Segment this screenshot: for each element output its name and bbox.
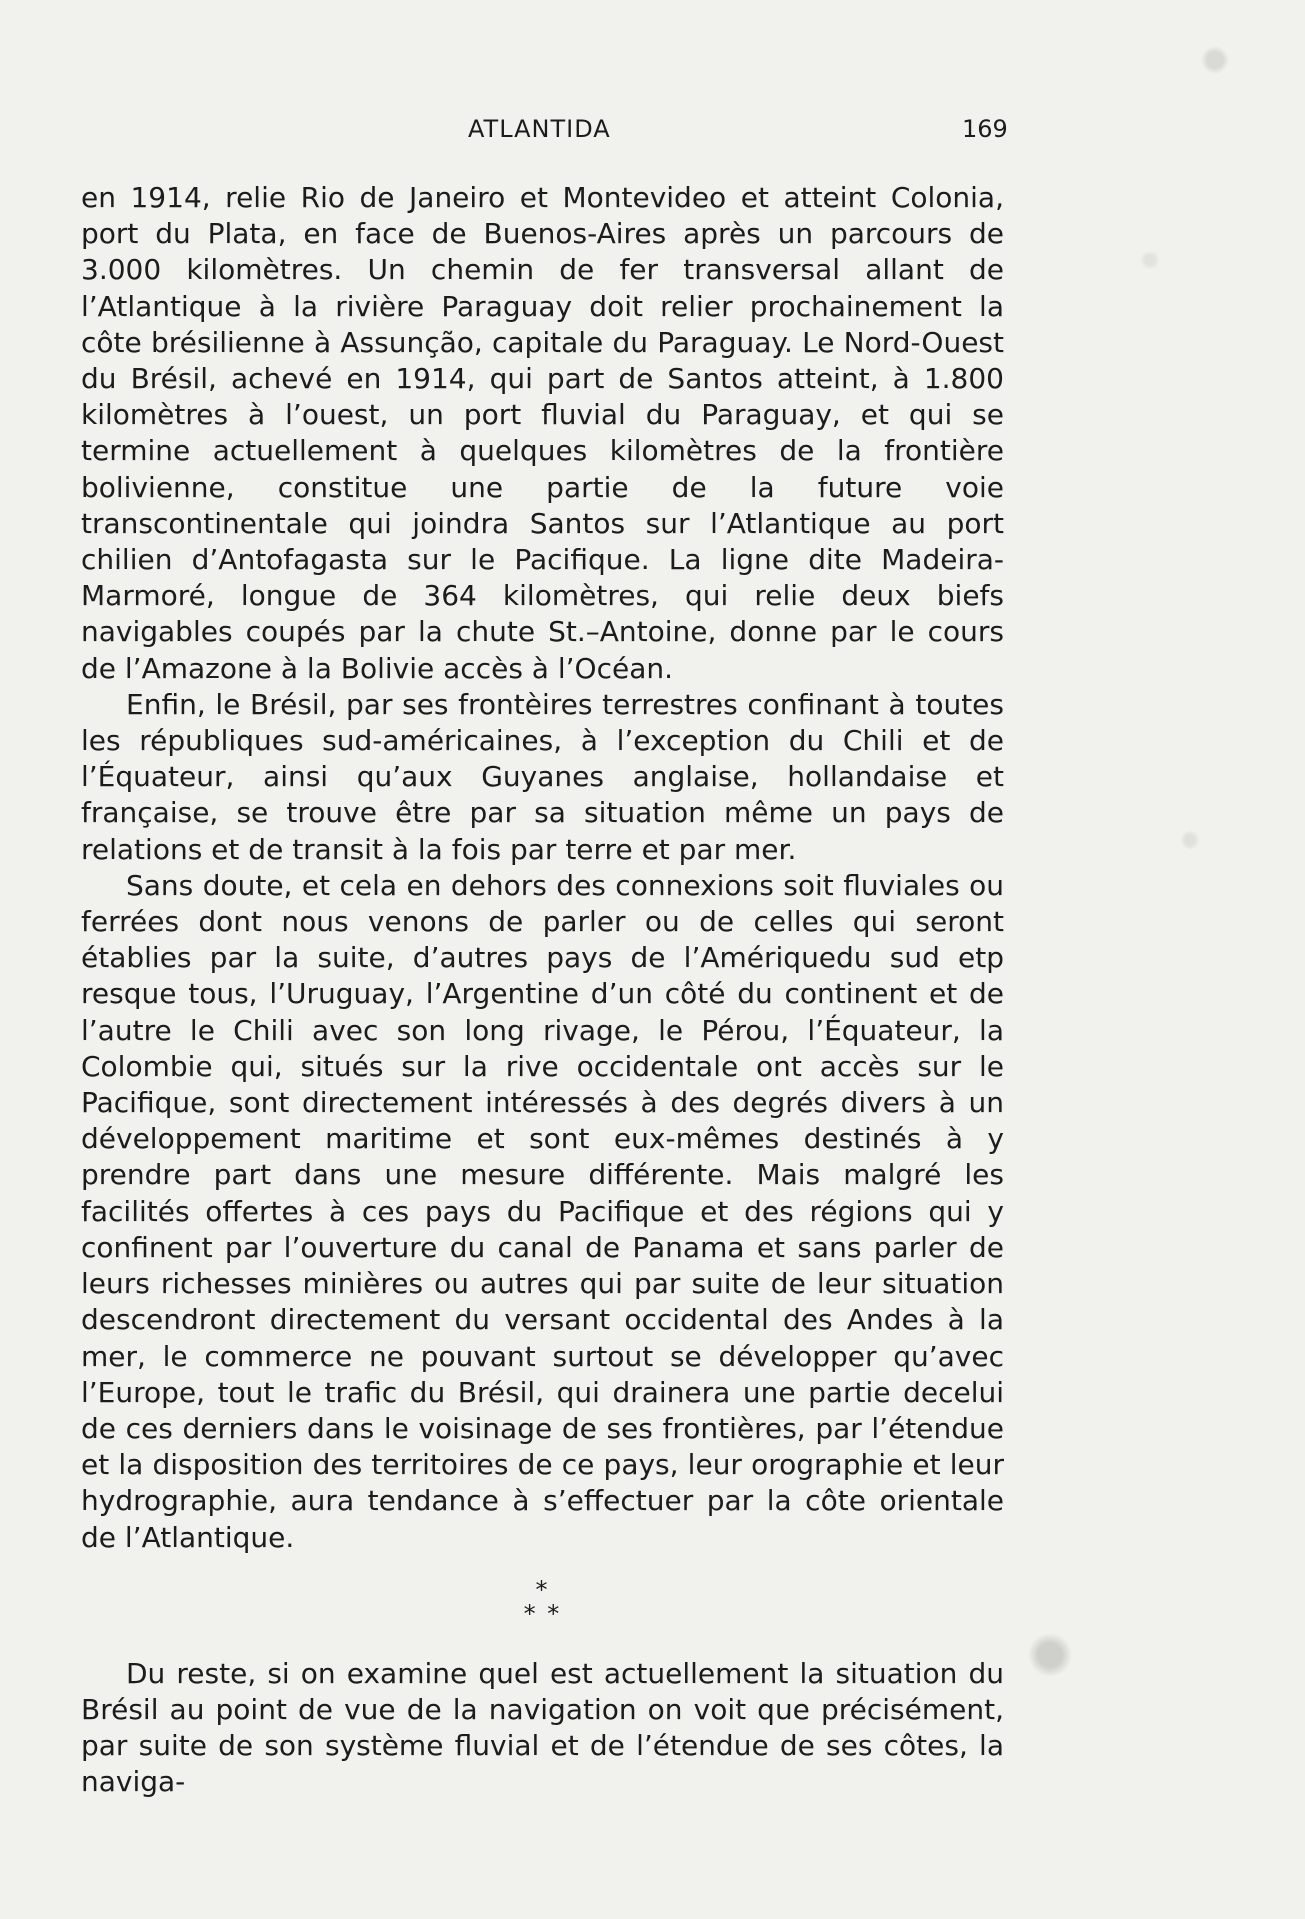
running-title: ATLANTIDA [468,115,611,143]
body-text [81,180,1004,1801]
paragraph: Du reste, si on examine quel est actuellement la situation du Brésil au point de vue de la navigation on voit que précisément, par suite de son système fluvial et de l’étendue de ses côtes, la naviga- [81,1656,1004,1799]
paragraph: Enfin, le Brésil, par ses frontèires terrestres confinant à toutes les républiques sud-américaines, à l’exception du Chili et de l’Équateur, ainsi qu’aux Guyanes anglaise, hollandaise et française, se trouve être par sa situation même un pays de relations et de transit à la fois par terre et par mer. [81,687,1004,866]
paragraph: en 1914, relie Rio de Janeiro et Montevideo et atteint Colonia, port du Plata, en face de Buenos-Aires après un parcours de 3.000 kilomètres. Un chemin de fer transversal allant de l’Atlantique à la rivière Paraguay doit relier prochainement la côte brésilienne à Assunção, capitale du Paraguay. Le Nord-Ouest du Brésil, achevé en 1914, qui part de Santos atteint, à 1.800 kilomètres à l’ouest, un port fluvial du Paraguay, et qui se termine actuellement à quelques kilomètres de la frontière bolivienne, constitue une partie de la future voie transcontinentale qui joindra Santos sur l’Atlantique au port chilien d’Antofagasta sur le Pacifique. La ligne dite Madeira-Marmoré, longue de 364 kilomètres, qui relie deux biefs navigables coupés par la chute St.–Antoine, donne par le cours de l’Amazone à la Bolivie accès à l’Océan. [81,181,1004,685]
separator-asterisk-top: * [535,1575,550,1604]
separator-asterisks-bottom: * * [523,1599,562,1628]
page-number: 169 [962,115,1008,143]
paragraph: Sans doute, et cela en dehors des connexions soit fluviales ou ferrées dont nous venons de parler ou de celles qui seront établies par la suite, d’autres pays de l’Amériquedu sud etp resque tous, l’Uruguay, l’Argentine d’un côté du continent et de l’autre le Chili avec son long rivage, le Pérou, l’Équateur, la Colombie qui, situés sur la rive occidentale ont accès sur le Pacifique, sont directement intéressés à des degrés divers à un développement maritime et sont eux-mêmes destinés à y prendre part dans une mesure différente. Mais malgré les facilités offertes à ces pays du Pacifique et des régions qui y confinent par l’ouverture du canal de Panama et sans parler de leurs richesses minières ou autres qui par suite de leur situation descendront directement du versant occidental des Andes à la mer, le commerce ne pouvant surtout se développer qu’avec l’Europe, tout le trafic du Brésil, qui drainera une partie decelui de ces derniers dans le voisinage de ses frontières, par l’étendue et la disposition des territoires de ce pays, leur orographie et leur hydrographie, aura tendance à s’effectuer par la côte orientale de l’Atlantique. [81,868,1004,1554]
section-separator [81,1575,1004,1628]
